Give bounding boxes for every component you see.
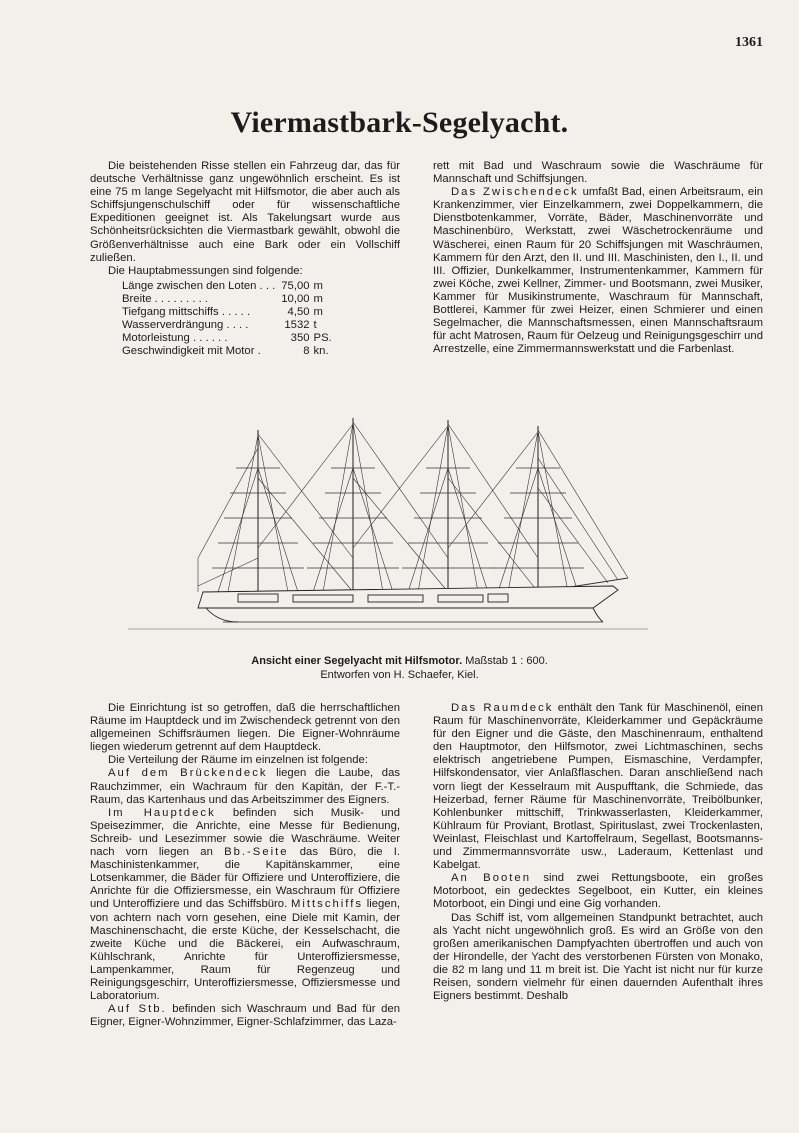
dim-value: 350 xyxy=(290,332,310,345)
table-row xyxy=(122,280,332,293)
table-row xyxy=(122,345,332,358)
spaced-lead: Das Zwischendeck xyxy=(451,186,579,199)
dim-value: 4,50 xyxy=(287,306,310,319)
raumdeck-paragraph: Das Raumdeck enthält den Tank für Maschinenöl, einen Raum für Maschinenvorräte, Kleiderkammer und Gepäckräume für den Eigner und die Gäste, den Maschinenraum, enthaltend den Hauptmotor, den Hilfsmotor, zwei Lichtmaschinen, sechs elektrisch angetriebene Pumpen, Eismaschine, Verdampfer, Hilfskondensator, vier Anlaßflaschen. Daran anschließend nach vorn liegt der Kesselraum mit Auspufftank, die Schmiede, das Heizerbad, ferner Räume für Maschinenvorräte, Treibölbunker, Kohlenbunker mittschiff, Trinkwasserlasten, Kleiderkammer, Kühlraum für Proviant, Brotlast, Spirituslast, zwei Trockenlasten, Weinlast, Fleischlast und Kartoffelraum, Segellast, Bootsmanns- und Zimmermannsvorräte usw., Laderaum, Kettenlast und Kabelgat. xyxy=(433,702,763,872)
table-row xyxy=(122,306,332,319)
dim-unit: kn. xyxy=(313,345,329,358)
dim-value: 10,00 xyxy=(281,292,310,305)
page-number: 1361 xyxy=(735,35,763,50)
paragraph: Die Einrichtung ist so getroffen, daß die herrschaftlichen Räume im Hauptdeck und im Zwischendeck getrennt von den allgemeinen Schiffsräumen liegen. Die Eigner-Wohnräume liegen wiederum getrennt auf dem Hauptdeck. xyxy=(90,702,400,754)
article-title: Viermastbark-Segelyacht. xyxy=(230,106,569,139)
steuerbord-paragraph: Auf Stb. befinden sich Waschraum und Bad für den Eigner, Eigner-Wohnzimmer, Eigner-Schlafzimmer, das Laza- xyxy=(90,1003,400,1029)
dimensions-table xyxy=(122,280,332,359)
dim-value: 75,00 xyxy=(281,279,310,292)
dim-unit: m xyxy=(313,292,323,305)
intro-paragraph: Die beistehenden Risse stellen ein Fahrzeug dar, das für deutsche Verhältnisse ganz ungewöhnlich erscheint. Es ist eine 75 m lange Segelyacht mit Hilfsmotor, die aber auch als Schiffsjungenschulschiff oder für wissenschaftliche Expeditionen geeignet ist. Als Takelungsart wurde aus Schönheitsrücksichten die Viermastbark gewählt, obwohl die Größenverhältnisse auch eine Bark oder ein Vollschiff zuließen. xyxy=(90,160,400,264)
dim-unit: t xyxy=(313,319,317,332)
paragraph: Das Schiff ist, vom allgemeinen Standpunkt betrachtet, auch als Yacht nicht ungewöhnlich groß. Es wird an Größe von den großen amerikanischen Dampfyachten übertroffen und auch von der Hirondelle, der Yacht des verstorbenen Fürsten von Monako, die 82 m lang und 11 m breit ist. Die Yacht ist nicht nur für kurze Reisen, sondern vielmehr für einen dauernden Aufenthalt ihres Eigners bestimmt. Deshalb xyxy=(433,911,763,1003)
text-column-4 xyxy=(433,702,763,1003)
dim-unit: m xyxy=(313,306,323,319)
brueckendeck-paragraph: Auf dem Brückendeck liegen die Laube, das Rauchzimmer, ein Wachraum für den Kapitän, der F.-T.-Raum, das Kartenhaus und das Arbeitszimmer des Eigners. xyxy=(90,767,400,806)
text-column-2 xyxy=(433,160,763,356)
zwischendeck-paragraph: Das Zwischendeck umfaßt Bad, einen Arbeitsraum, ein Krankenzimmer, vier Einzelkammern, zwei Doppelkammern, die Dienstbotenkammer, Vorräte, Bäder, Maschinenvorräte und Maschinenbüro, Werkstatt, zwei Wäschetrockenräume und Wäscherei, einen Raum für 20 Schiffsjungen mit Waschräumen, Kammern für den Arzt, den II. und III. Maschinisten, den I., II. und III. Offizier, Dunkelkammer, Instrumentenkammer, Kammern für zwei Köche, zwei Kellner, Zimmer- und Bootsmann, zwei Musiker, Kammer für Musikinstrumente, Waschraum für Mannschaft, Bottlerei, Kammer für zwei Heizer, einen Schmierer und einen Segelmacher, die Mannschaftsmessen, einen Mannschaftsraum für acht Matrosen, Raum für Oelzeug und Reinigungsgeschirr und Arrestzelle, eine Zimmermannswerkstatt und die Farbenlast. xyxy=(433,186,763,356)
dim-unit: PS. xyxy=(313,332,332,345)
text-column-3 xyxy=(90,702,400,1029)
dim-unit: m xyxy=(313,279,323,292)
dim-label: Geschwindigkeit mit Motor . xyxy=(122,345,261,358)
table-row xyxy=(122,319,332,332)
paragraph: Die Verteilung der Räume im einzelnen ist folgende: xyxy=(108,754,368,767)
hauptdeck-paragraph: Im Hauptdeck befinden sich Musik- und Speisezimmer, die Anrichte, eine Messe für Bedienung, Schreib- und Lesezimmer sowie die Waschräume. Weiter nach vorn liegen an Bb.-Seite das Büro, die I. Maschinistenkammer, die Kapitänskammer, eine Lotsenkammer, die Bäder für Offiziere und Unteroffiziere, die Anrichte für die Offiziersmesse, ein Waschraum für Offiziere und Unteroffiziere und das Schiffsbüro. Mittschiffs liegen, von achtern nach vorn gesehen, eine Diele mit Kamin, der Maschinenschacht, die erste Küche, der Kesselschacht, die zweite Küche und die Bäckerei, ein Aufwaschraum, Kühlschrank, Anrichte für Unteroffiziersmesse, Lampenkammer, Raum für Regenzeug und Reinigungsgeschirr, Unteroffiziersmesse, Offiziersmesse und Laboratorium. xyxy=(90,806,400,1003)
caption-scale: Maßstab 1 : 600. xyxy=(465,655,548,667)
dim-label: Wasserverdrängung . . . . xyxy=(122,319,249,332)
dim-label: Breite . . . . . . . . . xyxy=(122,292,209,305)
table-row xyxy=(122,332,332,345)
caption-author: Entworfen von H. Schaefer, Kiel. xyxy=(320,669,479,681)
dim-label: Motorleistung . . . . . . xyxy=(122,332,228,345)
dim-label: Tiefgang mittschiffs . . . . . xyxy=(122,306,251,319)
dimensions-intro: Die Hauptabmessungen sind folgende: xyxy=(108,264,303,277)
dim-label: Länge zwischen den Loten . . . xyxy=(122,279,276,292)
text-column-1 xyxy=(90,160,400,358)
boote-paragraph: An Booten sind zwei Rettungsboote, ein großes Motorboot, ein gedecktes Segelboot, ein Kutter, ein kleines Motorboot, ein Dingi und eine Gig vorhanden. xyxy=(433,872,764,911)
figure-caption xyxy=(0,654,799,682)
dim-value: 1532 xyxy=(284,319,310,332)
dim-value: 8 xyxy=(303,345,310,358)
continued-paragraph: rett mit Bad und Waschraum sowie die Waschräume für Mannschaft und Schiffsjungen. xyxy=(433,160,763,186)
caption-title: Ansicht einer Segelyacht mit Hilfsmotor. xyxy=(251,655,463,667)
table-row xyxy=(122,293,332,306)
ship-sail-plan-drawing xyxy=(128,408,648,648)
